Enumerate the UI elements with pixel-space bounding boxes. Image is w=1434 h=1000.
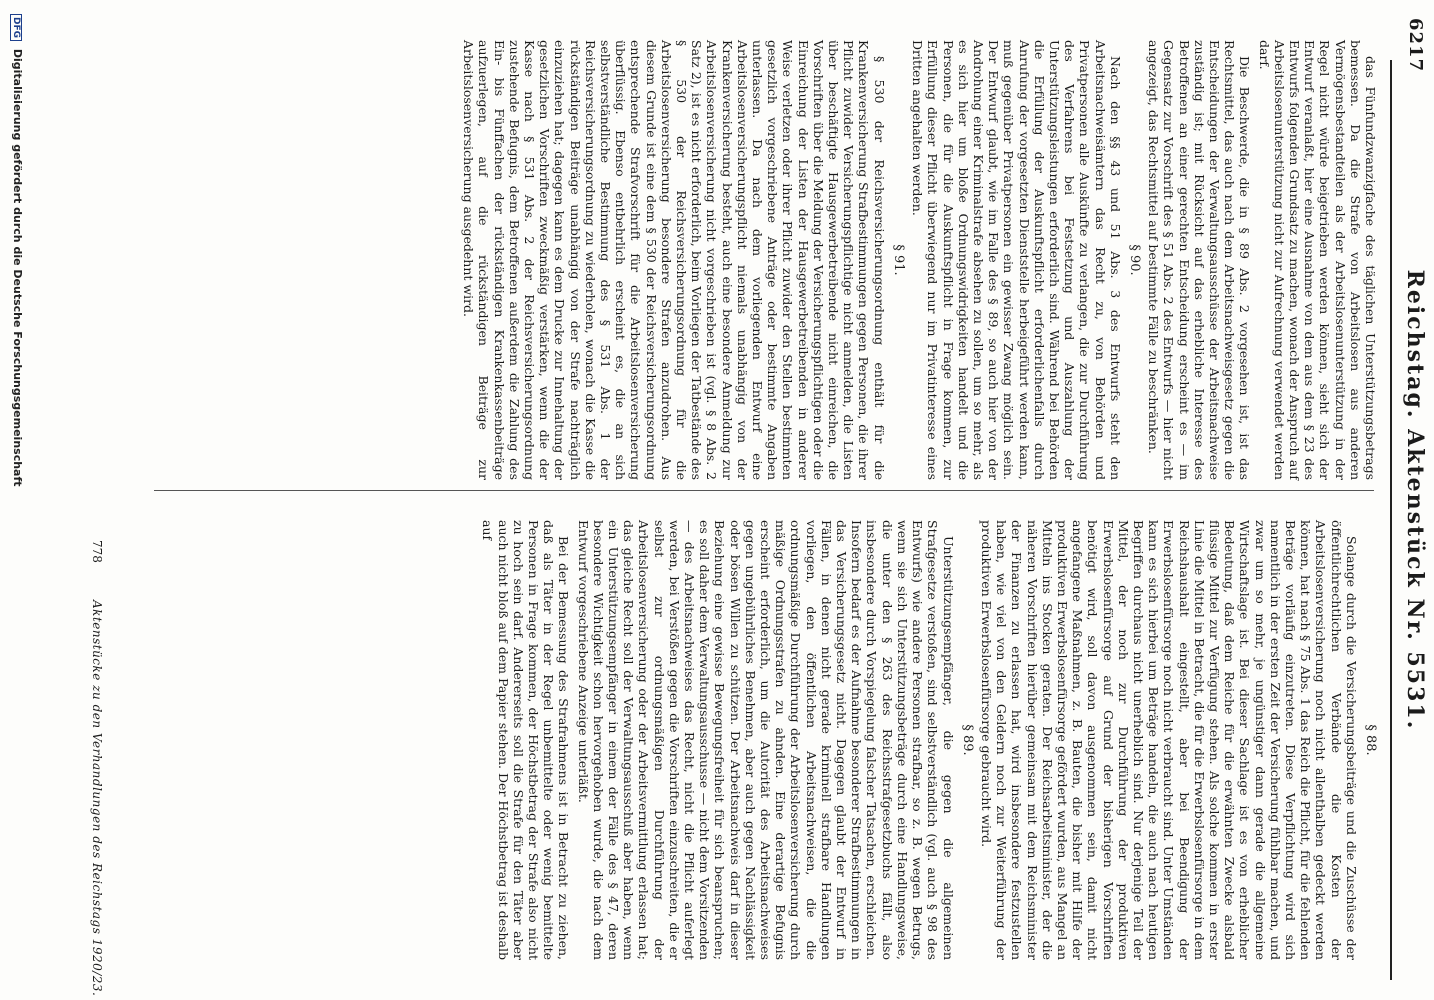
paragraph: Die Beschwerde, die in § 89 Abs. 2 vorgesehen ist, ist das Rechtsmittel, das auch nach dem Arbeitsnachweisgesetz gegen die Entscheidungen der Verwaltungsausschüsse der Arbeitsnachweise zuständig ist; mit Rücksicht auf das erhebliche Interesse des Betroffenen an einer gerechten Entscheidung erscheint es — im Gegensatz zur Vorschrift des § 51 Abs. 2 des Entwurfs — hier nicht angezeigt, das Rechtsmittel auf bestimmte Fälle zu beschränken.: [1146, 40, 1253, 480]
section-heading: § 89.: [959, 724, 975, 756]
paragraph: Bei der Bemessung des Strafrahmens ist in Betracht zu ziehen, daß als Täter in der Regel unbemittelte oder wenig bemittelte Personen in Frage kommen, der Höchstbetrag der Strafe also nicht zu hoch sein darf. Andererseits soll die Strafe für den Täter aber auch nicht bloß auf dem Papier stehen. Der Höchstbetrag ist deshalb auf: [480, 520, 572, 960]
paragraph: Solange durch die Versicherungsbeiträge und die Zuschüsse der öffentlichrechtlichen Verbände die Kosten der Arbeitslosenversicherung noch nicht allenthalben gedeckt werden können, hat nach § 75 Abs. 1 das Reich die Pflicht, für die fehlenden Beträge vorläufig einzutreten. Diese Verpflichtung wird sich namentlich in der ersten Zeit der Versicherung fühlbar machen, und zwar um so mehr, je ungünstiger dann gerade die allgemeine Wirtschaftslage ist. Bei dieser Sachlage ist es von erheblicher Bedeutung, daß dem Reiche für die erwähnten Zwecke alsbald flüssige Mittel zur Verfügung stehen. Als solche kommen in erster Linie die Mittel in Betracht, die für die Erwerbslosenfürsorge in dem Reichshaushalt eingestellt, aber bei Beendigung der Erwerbslosenfürsorge noch nicht verbraucht sind. Unter Umständen kann es sich hierbei um Beträge handeln, die auch nach heutigen Begriffen durchaus nicht unerheblich sind. Nur derjenige Teil der Mittel, der noch zur Durchführung der produktiven Erwerbslosenfürsorge auf Grund der bisherigen Vorschriften benötigt wird, soll davon ausgenommen sein, damit nicht angefangene Maßnahmen, z. B. Bauten, die bisher mit Hilfe der produktiven Erwerbslosenfürsorge gefördert wurden, aus Mangel an Mitteln ins Stocken geraten. Der Reichsarbeitsminister, der die näheren Vorschriften hierüber gemeinsam mit dem Reichsminister der Finanzen zu erlassen hat, wird insbesondere festzustellen haben, wie viel von den Geldern noch zur Weiterführung der produktiven Erwerbslosenfürsorge gebraucht wird.: [978, 520, 1359, 960]
section-heading: § 88.: [1363, 724, 1378, 756]
sidebar-credit-text: Digitalisierung gefördert durch die Deutsche Forschungsgemeinschaft: [11, 48, 24, 487]
footer-source: Aktenstücke zu den Verhandlungen des Reichstags 1920/23.: [90, 600, 104, 997]
dfg-logo-icon: DFG: [10, 14, 22, 41]
paragraph: § 530 der Reichsversicherungsordnung enthält für die Krankenversicherung Strafbestimmungen gegen Personen, die ihrer Pflicht zuwider Versicherungspflichtige nicht anmelden, die Listen über beschäftigte Hausgewerbetreibende nicht einreichen, die Vorschriften über die Meldung der Versicherungspflichtigen oder die Einreichung der Listen der Hausgewerbetreibenden in anderer Weise verletzen oder ihrer Pflicht zuwider den Stellen bestimmten gesetzlich vorgeschriebene Anträge oder bestimmte Angaben unterlassen. Da nach dem vorliegenden Entwurf eine Arbeitslosenversicherungspflicht niemals unabhängig von der Krankenversicherung besteht, auch eine besondere Anmeldung zur Arbeitslosenversicherung nicht vorgeschrieben ist (vgl. § 8 Abs. 2 Satz 2), ist es nicht erforderlich, beim Vorliegen der Tatbestände des § 530 der Reichsversicherungsordnung für die Arbeitslosenversicherung besondere Strafen anzudrohen. Aus diesem Grunde ist eine dem § 530 der Reichsversicherungsordnung entsprechende Strafvorschrift für die Arbeitslosenversicherung überflüssig. Ebenso entbehrlich erscheint es, die an sich selbstverständliche Bestimmung des § 531 Abs. 1 der Reichsversicherungsordnung zu wiederholen, wonach die Kasse die rückständigen Beiträge unabhängig von der Strafe nachträglich einzuziehen hat; dagegen kann es dem Drucke zur Innehaltung der gesetzlichen Vorschriften zweckmäßig verstärken, wenn die der Kasse nach § 531 Abs. 2 der Reichsversicherungsordnung zustehende Befugnis, dem Betroffenen außerdem die Zahlung des Ein- bis Fünffachen der rückständigen Krankenkassenbeiträge aufzuerlegen, auf die rückständigen Beiträge zur Arbeitslosenversicherung ausgedehnt wird.: [461, 40, 887, 480]
sidebar-credit: [10, 14, 24, 984]
section-heading: § 90.: [1126, 244, 1142, 276]
page-number: 6217: [1405, 18, 1426, 73]
section-heading: § 91.: [890, 244, 906, 276]
column-divider: [154, 490, 1374, 491]
footer-page-number: 778: [90, 540, 104, 563]
header-rule: [1390, 60, 1392, 980]
paragraph: das Fünfundzwanzigfache des täglichen Unterstützungsbetrags bemessen. Da die Strafe von Arbeitslosen aus anderen Vermögensbestandteilen als der Arbeitslosenunterstützung in der Regel nicht würde beigetrieben werden können, sieht sich der Entwurf veranlaßt, hier eine Ausnahme von dem aus dem § 23 des Entwurfs folgenden Grundsatz zu machen, wonach der Anspruch auf Arbeitslosenunterstützung nicht zur Aufrechnung verwendet werden darf.: [1256, 40, 1378, 480]
page-title: Reichstag. Aktenstück Nr. 5531.: [1402, 269, 1428, 731]
left-column: [457, 40, 1378, 480]
right-column: [476, 520, 1378, 960]
paragraph: Unterstützungsempfänger, die gegen die allgemeinen Strafgesetze verstoßen, sind selbstverständlich (vgl. auch § 98 des Entwurfs) wie andere Personen strafbar, so z. B. wegen Betrugs, wenn sie sich Unterstützungsbeträge durch eine Handlungsweise, die unter den § 263 des Reichsstrafgesetzbuchs fällt, also insbesondere durch Vorspiegelung falscher Tatsachen, erschleichen. Insofern bedarf es der Aufnahme besonderer Strafbestimmungen in das Versicherungsgesetz nicht. Dagegen glaubt der Entwurf in Fällen, in denen nicht gerade kriminell strafbare Handlungen vorliegen, den öffentlichen Arbeitsnachweisen, die die ordnungsmäßige Durchführung der Arbeitslosenversicherung durch mäßige Ordnungsstrafen zu ahnden. Eine derartige Befugnis erscheint erforderlich, um die Autorität des Arbeitsnachweises gegen ungebührliches Benehmen, aber auch gegen Nachlässigkeit oder bösen Willen zu schützen. Der Arbeitsnachweis darf in dieser Beziehung eine gewisse Bewegungsfreiheit für sich beanspruchen; es soll daher dem Verwaltungsausschusse — nicht dem Vorsitzenden — des Arbeitsnachweises das Recht, nicht die Pflicht auferlegt werden, bei Verstößen gegen die Vorschriften einzuschreiten, die er selbst zur ordnungsmäßigen Durchführung der Arbeitslosenversicherung oder der Arbeitsvermittlung erlassen hat; das gleiche Recht soll der Verwaltungsausschuß aber haben, wenn ein Unterstützungsempfänger in einem der Fälle des § 47, deren besondere Wichtigkeit schon hervorgehoben wurde, die nach dem Entwurf vorgeschriebene Anzeige unterläßt.: [575, 520, 956, 960]
paragraph: Nach den §§ 43 und 51 Abs. 3 des Entwurfs steht den Arbeitsnachweisämtern das Recht zu, von Behörden und Privatpersonen alle Auskünfte zu verlangen, die zur Durchführung des Verfahrens bei Festsetzung und Auszahlung der Unterstützungsleistungen erforderlich sind. Während bei Behörden die Erfüllung der Auskunftspflicht erforderlichenfalls durch Anrufung der vorgesetzten Dienststelle herbeigeführt werden kann, muß gegenüber Privatpersonen ein gewisser Zwang möglich sein. Der Entwurf glaubt, wie im Falle des § 89, so auch hier von der Androhung einer Kriminalstrafe absehen zu sollen, um so mehr, als es sich hier um bloße Ordnungswidrigkeiten handelt und die Personen, die für die Auskunftspflicht in Frage kommen, zur Erfüllung dieser Pflicht überwiegend nur im Privatinteresse eines Dritten angehalten werden.: [910, 40, 1123, 480]
